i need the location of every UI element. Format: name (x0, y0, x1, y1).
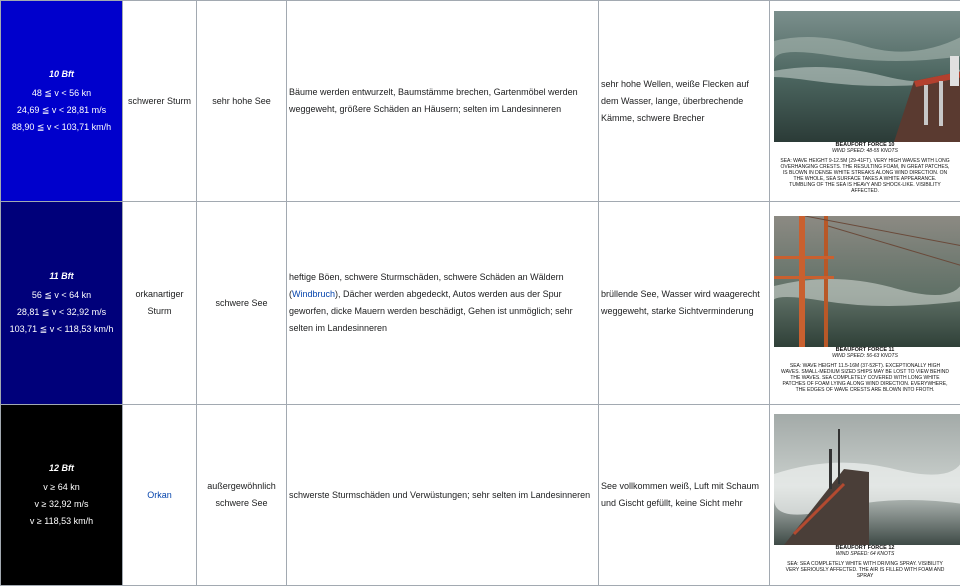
speed-ms: 24,69 ≦ v < 28,81 m/s (3, 102, 120, 119)
force-level: 10 Bft (3, 66, 120, 83)
speed-kmh: 88,90 ≦ v < 103,71 km/h (3, 119, 120, 136)
speed-knots: v ≥ 64 kn (3, 479, 120, 496)
wind-name: schwerer Sturm (123, 1, 197, 202)
photo-caption: BEAUFORT FORCE 10 WIND SPEED: 48-55 KNOTS SEA: WAVE HEIGHT 9-12.5M (29-41FT). VERY HIGH WAVES WITH LONG OVERHANGING CRESTS. THE RESULTING FOAM, IN GREAT PATCHES, IS BLOWN IN DENSE WHITE STREAKS ALONG WIND DIRECTION. ON THE WHOLE, SEA SURFACE TAKES A WHITE APPEARANCE. TUMBLING OF THE SEA IS HEAVY AND SHOCK-LIKE. VISIBILITY AFFECTED. (774, 142, 956, 194)
beaufort-photo-card[interactable] (774, 414, 956, 579)
force-cell (1, 405, 123, 586)
table-row (1, 405, 960, 586)
sea-effects: sehr hohe Wellen, weiße Flecken auf dem Wasser, lange, überbrechende Kämme, schwere Brecher (599, 1, 770, 202)
sea-effects: brüllende See, Wasser wird waagerecht weggeweht, starke Sichtverminderung (599, 202, 770, 405)
speed-kmh: 103,71 ≦ v < 118,53 km/h (3, 321, 120, 338)
beaufort-photo-card[interactable] (774, 11, 956, 194)
force-level: 12 Bft (3, 460, 120, 477)
speed-kmh: v ≥ 118,53 km/h (3, 513, 120, 530)
photo-cell (770, 1, 960, 202)
sea-photo (774, 216, 960, 347)
photo-cell (770, 202, 960, 405)
beaufort-photo-card[interactable] (774, 216, 956, 393)
speed-ms: v ≥ 32,92 m/s (3, 496, 120, 513)
windbruch-link[interactable]: Windbruch (292, 289, 335, 299)
sea-state: außergewöhnlich schwere See (197, 405, 287, 586)
sea-photo (774, 11, 960, 142)
speed-knots: 48 ≦ v < 56 kn (3, 85, 120, 102)
force-cell (1, 202, 123, 405)
photo-caption: BEAUFORT FORCE 11 WIND SPEED: 56-63 KNOTS SEA: WAVE HEIGHT 11.5-16M (37-52FT). EXCEPTIONALLY HIGH WAVES. SMALL-MEDIUM SIZED SHIPS MAY BE LOST TO VIEW BEHIND THE WAVES. SEA COMPLETELY COVERED WITH LONG WHITE PATCHES OF FOAM LYING ALONG WIND DIRECTION. EVERYWHERE, THE EDGES OF WAVE CRESTS ARE BLOWN INTO FROTH. (774, 347, 956, 393)
sea-effects: See vollkommen weiß, Luft mit Schaum und Gischt gefüllt, keine Sicht mehr (599, 405, 770, 586)
land-effects: heftige Böen, schwere Sturmschäden, schwere Schäden an Wäldern (Windbruch), Dächer werden abgedeckt, Autos werden aus der Spur geworfen, dicke Mauern werden beschädigt, Gehen ist unmöglich; sehr selten im Landesinneren (287, 202, 599, 405)
sea-state: schwere See (197, 202, 287, 405)
sea-state: sehr hohe See (197, 1, 287, 202)
wind-name (123, 405, 197, 586)
speed-ms: 28,81 ≦ v < 32,92 m/s (3, 304, 120, 321)
force-level: 11 Bft (3, 268, 120, 285)
photo-caption: BEAUFORT FORCE 12 WIND SPEED: 64 KNOTS SEA: SEA COMPLETELY WHITE WITH DRIVING SPRAY. VISIBILITY VERY SERIOUSLY AFFECTED. THE AIR IS FILLED WITH FOAM AND SPRAY (774, 545, 956, 579)
land-effects: schwerste Sturmschäden und Verwüstungen; sehr selten im Landesinneren (287, 405, 599, 586)
sea-photo (774, 414, 960, 545)
speed-knots: 56 ≦ v < 64 kn (3, 287, 120, 304)
table-row (1, 202, 960, 405)
table-row (1, 1, 960, 202)
orkan-link[interactable]: Orkan (147, 490, 172, 500)
wind-name: orkanartiger Sturm (123, 202, 197, 405)
land-effects: Bäume werden entwurzelt, Baumstämme brechen, Gartenmöbel werden weggeweht, größere Schäden an Häusern; selten im Landesinneren (287, 1, 599, 202)
photo-cell (770, 405, 960, 586)
force-cell (1, 1, 123, 202)
